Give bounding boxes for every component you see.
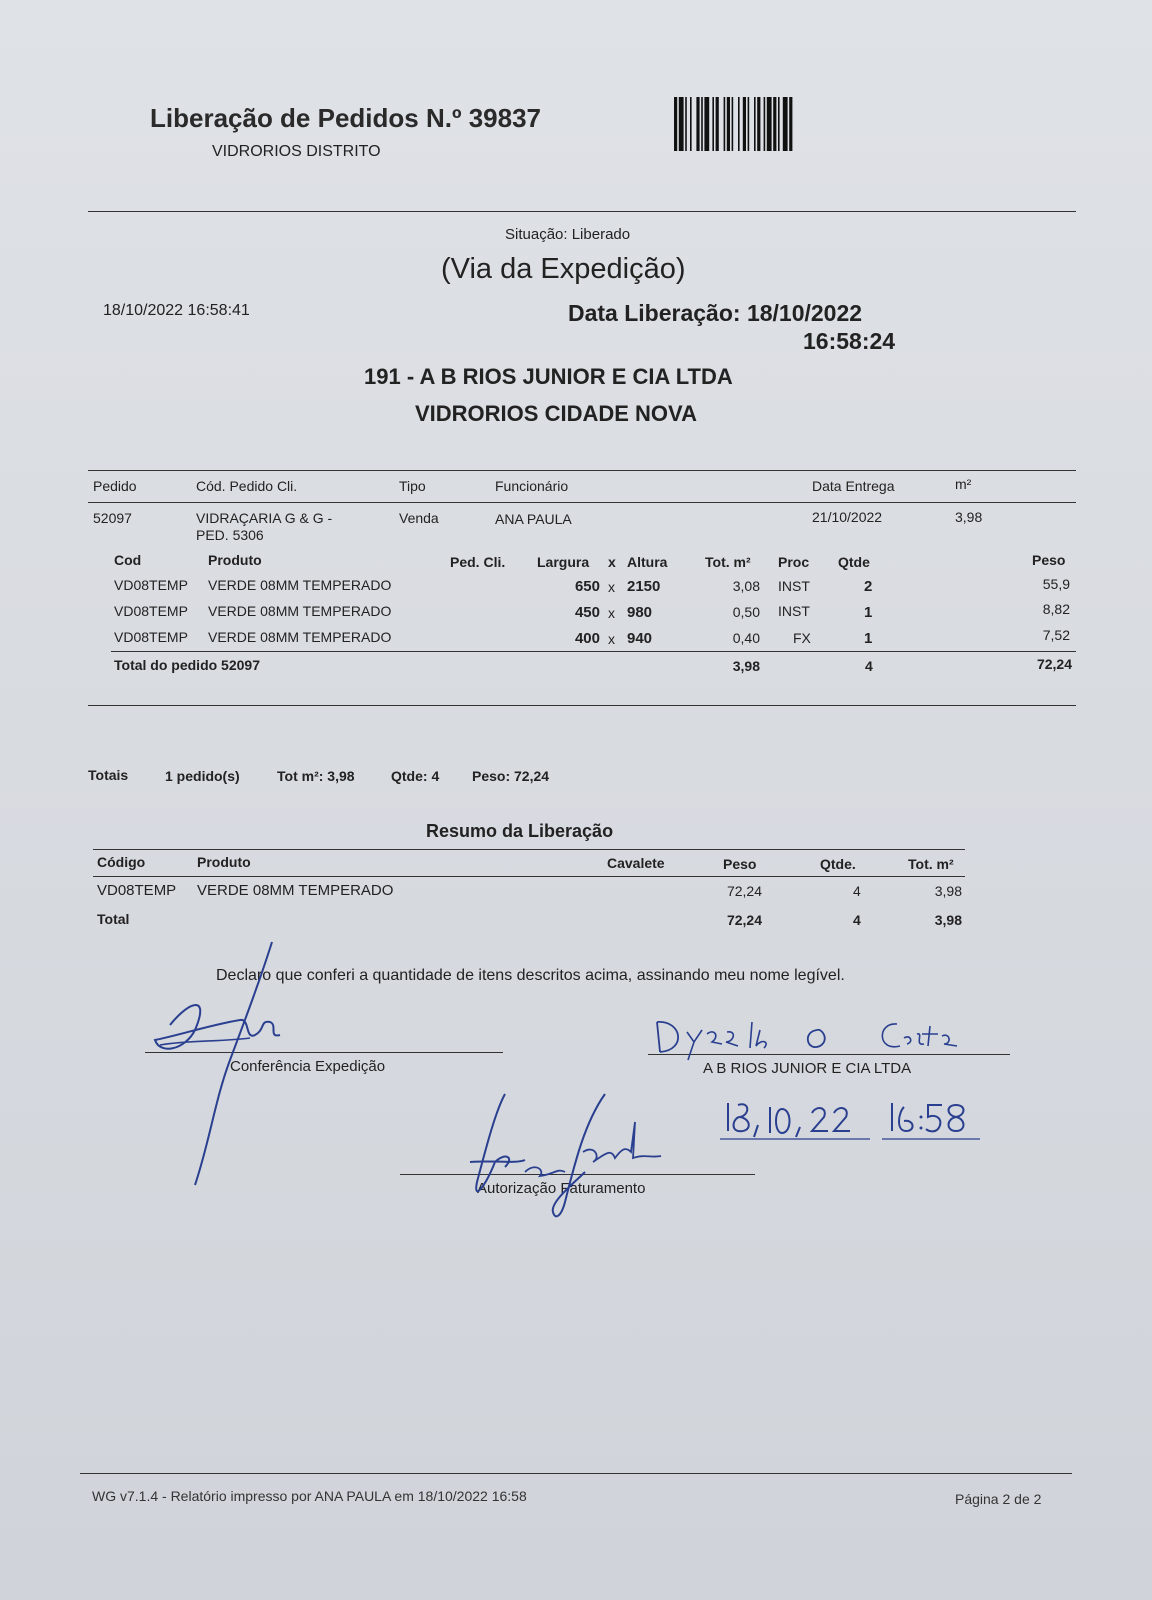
order-m2: 3,98 [955, 509, 983, 525]
footer-print-info: WG v7.1.4 - Relatório impresso por ANA PAULA em 18/10/2022 16:58 [92, 1488, 527, 1504]
branch-name: VIDRORIOS DISTRITO [212, 143, 381, 160]
items-col-x: x [608, 554, 616, 570]
item-produto: VERDE 08MM TEMPERADO [208, 629, 392, 645]
col-cod-pedido-cli: Cód. Pedido Cli. [196, 478, 298, 494]
item-tot-m2: 0,50 [732, 604, 760, 620]
items-col-cod: Cod [114, 552, 142, 568]
release-time: 16:58:24 [803, 328, 896, 354]
col-m2: m² [955, 476, 972, 492]
totals-qtde: Qtde: 4 [391, 768, 440, 784]
items-col-qtde: Qtde [838, 554, 870, 570]
summary-col-produto: Produto [197, 854, 251, 870]
autorizacao-signature [465, 1092, 685, 1222]
header-divider [88, 211, 1076, 212]
item-proc: INST [778, 603, 810, 619]
item-x: x [608, 605, 615, 621]
items-col-peso: Peso [1032, 552, 1066, 568]
page-number: Página 2 de 2 [955, 1491, 1042, 1507]
item-produto: VERDE 08MM TEMPERADO [208, 603, 392, 619]
summary-produto: VERDE 08MM TEMPERADO [197, 882, 394, 899]
item-largura: 400 [574, 630, 600, 647]
barcode-icon [674, 97, 850, 151]
client-handwritten-name [652, 1012, 972, 1062]
item-qtde: 1 [864, 604, 873, 621]
item-cod: VD08TEMP [114, 603, 188, 619]
item-peso: 7,52 [1042, 627, 1070, 643]
summary-col-tot-m2: Tot. m² [908, 856, 954, 872]
summary-col-qtde: Qtde. [820, 856, 856, 872]
client-order-code-1: VIDRAÇARIA G & G - [196, 510, 333, 526]
item-altura: 980 [627, 604, 653, 621]
document-title: Liberação de Pedidos N.º 39837 [150, 103, 541, 133]
conferencia-signature [150, 940, 290, 1190]
order-header-line [88, 502, 1076, 503]
item-tot-m2: 0,40 [732, 630, 760, 646]
totals-m2: Tot m²: 3,98 [277, 768, 355, 784]
client-name: 191 - A B RIOS JUNIOR E CIA LTDA [364, 364, 733, 389]
summary-tot-m2: 3,98 [934, 883, 962, 899]
order-total-m2: 3,98 [732, 658, 760, 674]
client-order-code-2: PED. 5306 [196, 527, 264, 543]
items-col-altura: Altura [627, 554, 668, 570]
totals-label: Totais [88, 767, 129, 783]
summary-codigo: VD08TEMP [97, 882, 177, 899]
order-total-qtde: 4 [865, 658, 873, 674]
item-tot-m2: 3,08 [732, 578, 760, 594]
item-produto: VERDE 08MM TEMPERADO [208, 577, 392, 593]
item-proc: INST [778, 578, 810, 594]
summary-total-label: Total [97, 911, 130, 927]
client-store: VIDRORIOS CIDADE NOVA [415, 401, 697, 426]
summary-total-peso: 72,24 [726, 912, 762, 928]
item-largura: 650 [574, 578, 600, 595]
item-qtde: 2 [864, 578, 873, 595]
items-col-largura: Largura [537, 554, 590, 570]
delivery-date: 21/10/2022 [812, 509, 883, 525]
summary-col-cavalete: Cavalete [607, 855, 665, 871]
conferencia-label: Conferência Expedição [230, 1058, 386, 1075]
items-col-ped-cli: Ped. Cli. [450, 554, 506, 570]
items-col-proc: Proc [778, 554, 810, 570]
employee-name: ANA PAULA [495, 511, 572, 527]
order-type: Venda [399, 510, 439, 526]
order-total-peso: 72,24 [1036, 656, 1072, 672]
summary-qtde: 4 [853, 883, 861, 899]
col-tipo: Tipo [399, 478, 426, 494]
item-x: x [608, 579, 615, 595]
release-date: Data Liberação: 18/10/2022 [568, 300, 863, 326]
summary-total-qtde: 4 [853, 912, 861, 928]
item-peso: 8,82 [1042, 601, 1070, 617]
item-proc: FX [793, 630, 811, 646]
footer-divider [80, 1473, 1072, 1474]
item-cod: VD08TEMP [114, 577, 188, 593]
col-data-entrega: Data Entrega [812, 478, 895, 494]
summary-col-peso: Peso [723, 856, 757, 872]
item-x: x [608, 631, 615, 647]
order-number: 52097 [93, 510, 132, 526]
printed-datetime: 18/10/2022 16:58:41 [103, 302, 250, 319]
item-largura: 450 [574, 604, 600, 621]
items-col-produto: Produto [208, 552, 262, 568]
handwritten-date [720, 1095, 1000, 1143]
summary-total-tot-m2: 3,98 [934, 912, 962, 928]
col-pedido: Pedido [93, 478, 137, 494]
items-bottom-line [88, 705, 1076, 706]
summary-header-line [93, 876, 965, 877]
autorizacao-label: Autorização Faturamento [477, 1180, 646, 1197]
summary-peso: 72,24 [726, 883, 762, 899]
summary-top-line [93, 849, 965, 850]
copy-type: (Via da Expedição) [441, 253, 686, 285]
order-total-label: Total do pedido 52097 [114, 657, 260, 673]
items-total-line [111, 651, 1076, 652]
item-cod: VD08TEMP [114, 629, 188, 645]
order-top-line [88, 470, 1076, 471]
items-col-tot-m2: Tot. m² [705, 554, 751, 570]
item-altura: 2150 [627, 578, 661, 595]
item-peso: 55,9 [1042, 576, 1070, 592]
item-qtde: 1 [864, 630, 873, 647]
item-altura: 940 [627, 630, 653, 647]
status-text: Situação: Liberado [505, 226, 631, 243]
declaration-text: Declaro que conferi a quantidade de itens descritos acima, assinando meu nome legível. [216, 967, 845, 984]
totals-peso: Peso: 72,24 [472, 768, 550, 784]
summary-title: Resumo da Liberação [426, 821, 614, 841]
summary-col-codigo: Código [97, 854, 146, 870]
totals-pedidos: 1 pedido(s) [165, 768, 240, 784]
col-funcionario: Funcionário [495, 478, 569, 494]
client-signature-label: A B RIOS JUNIOR E CIA LTDA [703, 1060, 912, 1077]
